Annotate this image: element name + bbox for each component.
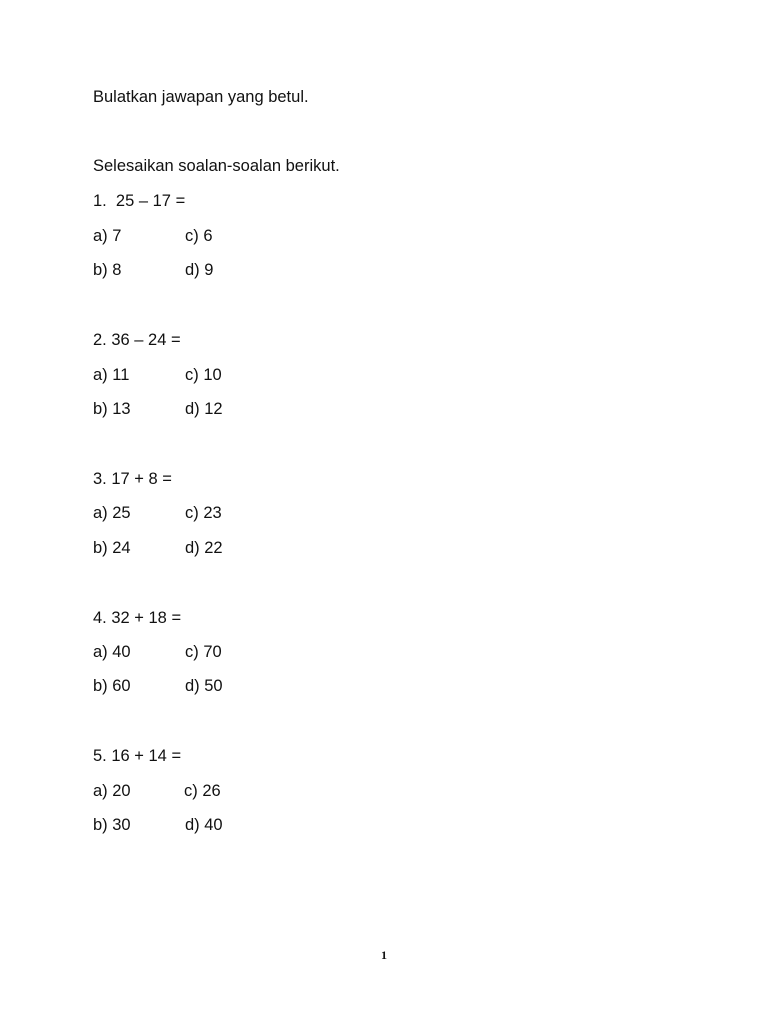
option-d[interactable]: d) 9 bbox=[185, 261, 214, 279]
page-number: 1 bbox=[381, 948, 387, 962]
option-a[interactable]: a) 40 bbox=[93, 643, 131, 661]
option-b[interactable]: b) 8 bbox=[93, 261, 122, 279]
option-d[interactable]: d) 40 bbox=[185, 816, 223, 834]
option-d[interactable]: d) 12 bbox=[185, 400, 223, 418]
option-a[interactable]: a) 25 bbox=[93, 504, 131, 522]
option-b[interactable]: b) 24 bbox=[93, 539, 131, 557]
option-b[interactable]: b) 60 bbox=[93, 677, 131, 695]
option-c[interactable]: c) 23 bbox=[185, 504, 222, 522]
option-b[interactable]: b) 13 bbox=[93, 400, 131, 418]
option-c[interactable]: c) 26 bbox=[184, 782, 221, 800]
question-prompt: 3. 17 + 8 = bbox=[93, 470, 172, 488]
question-prompt: 1. 25 – 17 = bbox=[93, 192, 186, 210]
option-a[interactable]: a) 11 bbox=[93, 366, 130, 384]
option-c[interactable]: c) 70 bbox=[185, 643, 222, 661]
question-prompt: 4. 32 + 18 = bbox=[93, 609, 182, 627]
option-b[interactable]: b) 30 bbox=[93, 816, 131, 834]
option-d[interactable]: d) 50 bbox=[185, 677, 223, 695]
option-c[interactable]: c) 10 bbox=[185, 366, 222, 384]
option-d[interactable]: d) 22 bbox=[185, 539, 223, 557]
option-a[interactable]: a) 7 bbox=[93, 227, 122, 245]
sub-instruction: Selesaikan soalan-soalan berikut. bbox=[93, 157, 340, 175]
instruction-heading: Bulatkan jawapan yang betul. bbox=[93, 88, 309, 106]
question-prompt: 5. 16 + 14 = bbox=[93, 747, 182, 765]
question-prompt: 2. 36 – 24 = bbox=[93, 331, 181, 349]
option-a[interactable]: a) 20 bbox=[93, 782, 131, 800]
option-c[interactable]: c) 6 bbox=[185, 227, 213, 245]
